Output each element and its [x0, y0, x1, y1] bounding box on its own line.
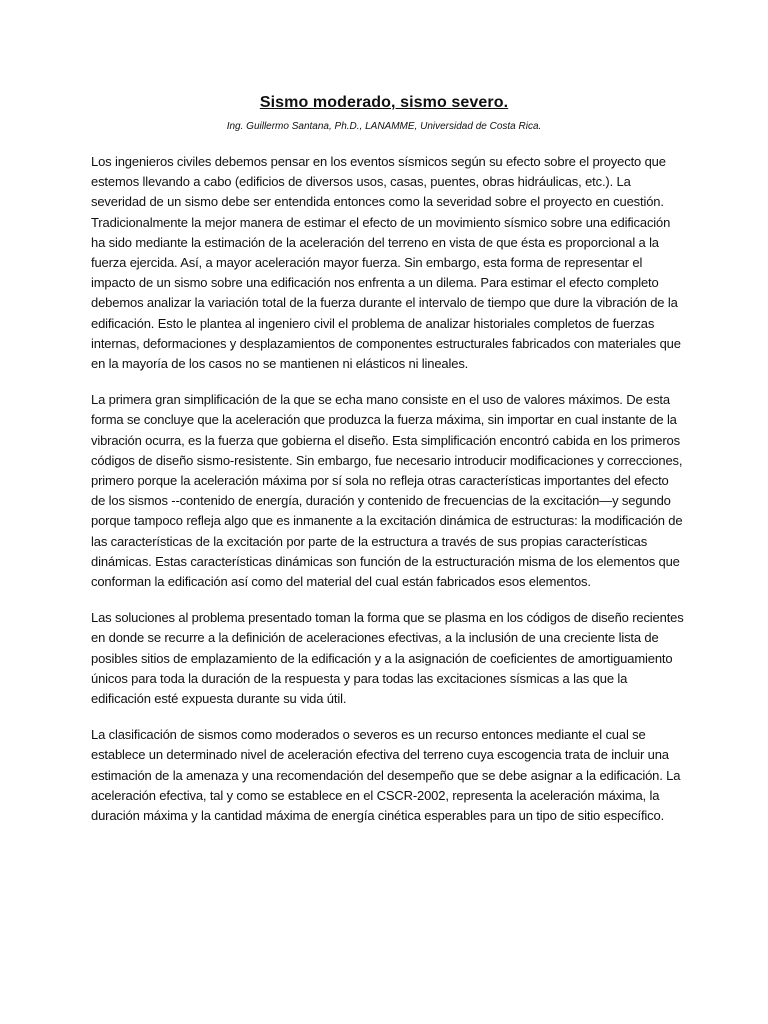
document-body	[91, 152, 685, 842]
paragraph-2: La primera gran simplificación de la que se echa mano consiste en el uso de valores máximos. De esta forma se concluye que la aceleración que produzca la fuerza máxima, sin importar en cual instante de la vibración ocurra, es la fuerza que gobierna el diseño. Esta simplificación encontró cabida en los primeros códigos de diseño sismo-resistente. Sin embargo, fue necesario introducir modificaciones y correcciones, primero porque la aceleración máxima por sí sola no refleja otras características importantes del efecto de los sismos --contenido de energía, duración y contenido de frecuencias de la excitación—y segundo porque tampoco refleja algo que es inmanente a la excitación dinámica de estructuras: la modificación de las características de la excitación por parte de la estructura a través de sus propias características dinámicas. Estas características dinámicas son función de la estructuración misma de los elementos que conforman la edificación así como del material del cual están fabricados esos elementos.	[91, 392, 683, 590]
document-author: Ing. Guillermo Santana, Ph.D., LANAMME, Universidad de Costa Rica.	[226, 121, 542, 132]
document-title: Sismo moderado, sismo severo.	[259, 94, 509, 111]
paragraph-3: Las soluciones al problema presentado toman la forma que se plasma en los códigos de diseño recientes en donde se recurre a la definición de aceleraciones efectivas, a la inclusión de una creciente lista de posibles sitios de emplazamiento de la edificación y a la asignación de coeficientes de amortiguamiento únicos para toda la duración de la respuesta y para todas las excitaciones sísmicas a las que la edificación esté expuesta durante su vida útil.	[91, 610, 684, 707]
paragraph-1: Los ingenieros civiles debemos pensar en los eventos sísmicos según su efecto sobre el proyecto que estemos llevando a cabo (edificios de diversos usos, casas, puentes, obras hidráulicas, etc.). La severidad de un sismo debe ser entendida entonces como la severidad sobre el proyecto en cuestión. Tradicionalmente la mejor manera de estimar el efecto de un movimiento sísmico sobre una edificación ha sido mediante la estimación de la aceleración del terreno en vista de que ésta es proporcional a la fuerza ejercida. Así, a mayor aceleración mayor fuerza. Sin embargo, esta forma de representar el impacto de un sismo sobre una edificación nos enfrenta a un dilema. Para estimar el efecto completo debemos analizar la variación total de la fuerza durante el intervalo de tiempo que dure la vibración de la edificación. Esto le plantea al ingeniero civil el problema de analizar historiales completos de fuerzas internas, deformaciones y desplazamientos de componentes estructurales fabricados con materiales que en la mayoría de los casos no se mantienen ni elásticos ni lineales.	[91, 154, 681, 372]
paragraph-4: La clasificación de sismos como moderados o severos es un recurso entonces mediante el cual se establece un determinado nivel de aceleración efectiva del terreno cuya escogencia trata de incluir una estimación de la amenaza y una recomendación del desempeño que se debe asignar a la edificación. La aceleración efectiva, tal y como se establece en el CSCR-2002, representa la aceleración máxima, la duración máxima y la cantidad máxima de energía cinética esperables para un tipo de sitio específico.	[91, 727, 681, 824]
